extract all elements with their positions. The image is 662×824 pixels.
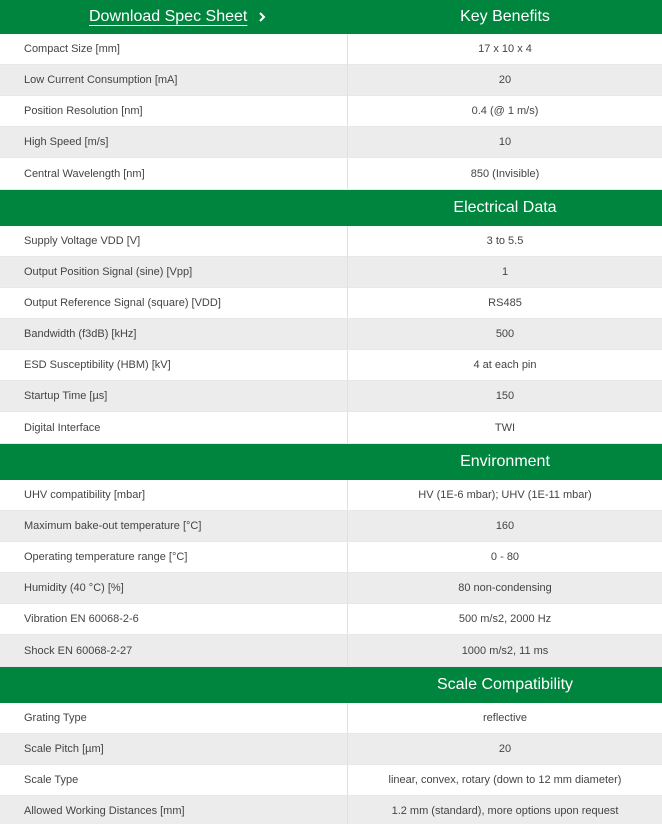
section-header [0, 190, 662, 226]
row-value: 150 [495, 390, 515, 402]
row-label: Scale Type [0, 765, 348, 795]
table-row [0, 765, 662, 796]
table-row [0, 319, 662, 350]
row-value: 160 [495, 520, 515, 532]
row-label: Supply Voltage VDD [V] [0, 226, 348, 256]
section-scale-compatibility [0, 667, 662, 824]
row-value: 10 [498, 136, 512, 148]
row-label: Output Reference Signal (square) [VDD] [0, 288, 348, 318]
section-header [0, 667, 662, 703]
table-row [0, 257, 662, 288]
row-label: Bandwidth (f3dB) [kHz] [0, 319, 348, 349]
section-title: Electrical Data [453, 199, 557, 216]
row-value: reflective [482, 712, 528, 724]
section-header [0, 0, 662, 34]
row-value: 850 (Invisible) [470, 167, 540, 180]
table-row [0, 542, 662, 573]
table-row [0, 635, 662, 667]
row-value: 1.2 mm (standard), more options upon request [391, 805, 619, 817]
row-label: Humidity (40 °C) [%] [0, 573, 348, 603]
table-row [0, 734, 662, 765]
table-row [0, 226, 662, 257]
row-value: 0.4 (@ 1 m/s) [471, 105, 539, 117]
table-row [0, 34, 662, 65]
section-environment [0, 444, 662, 667]
table-row [0, 480, 662, 511]
row-label: ESD Susceptibility (HBM) [kV] [0, 350, 348, 380]
row-label: Position Resolution [nm] [0, 96, 348, 126]
row-label: Digital Interface [0, 412, 348, 443]
row-value: 80 non-condensing [458, 582, 552, 594]
download-area [0, 0, 348, 34]
section-title: Key Benefits [460, 8, 550, 25]
row-value: 3 to 5.5 [486, 235, 524, 247]
row-label: Allowed Working Distances [mm] [0, 796, 348, 824]
section-header [0, 444, 662, 480]
row-label: High Speed [m/s] [0, 127, 348, 157]
row-label: Operating temperature range [°C] [0, 542, 348, 572]
table-row [0, 412, 662, 444]
table-row [0, 158, 662, 190]
table-row [0, 381, 662, 412]
row-label: Low Current Consumption [mA] [0, 65, 348, 95]
row-value: 4 at each pin [473, 359, 537, 371]
row-value: 1 [501, 266, 509, 278]
row-label: Startup Time [µs] [0, 381, 348, 411]
row-label: Output Position Signal (sine) [Vpp] [0, 257, 348, 287]
row-value: 0 - 80 [490, 551, 520, 563]
table-row [0, 350, 662, 381]
table-row [0, 127, 662, 158]
row-value: 1000 m/s2, 11 ms [461, 644, 549, 657]
chevron-right-icon[interactable] [257, 11, 267, 23]
table-row [0, 288, 662, 319]
row-value: 500 [495, 328, 515, 340]
row-label: Maximum bake-out temperature [°C] [0, 511, 348, 541]
table-row [0, 796, 662, 824]
row-value: 20 [498, 743, 512, 755]
section-title: Scale Compatibility [436, 676, 574, 693]
table-row [0, 65, 662, 96]
section-electrical-data [0, 190, 662, 444]
download-spec-sheet-link[interactable]: Download Spec Sheet [89, 8, 248, 25]
table-row [0, 573, 662, 604]
row-value: TWI [494, 421, 516, 434]
row-label: Vibration EN 60068-2-6 [0, 604, 348, 634]
table-row [0, 511, 662, 542]
table-row [0, 703, 662, 734]
row-value: 500 m/s2, 2000 Hz [458, 613, 552, 625]
row-value: HV (1E-6 mbar); UHV (1E-11 mbar) [418, 489, 592, 501]
table-row [0, 604, 662, 635]
row-value: linear, convex, rotary (down to 12 mm diameter) [388, 774, 622, 786]
row-value: 17 x 10 x 4 [478, 43, 532, 55]
row-value: RS485 [488, 297, 522, 309]
row-label: Compact Size [mm] [0, 34, 348, 64]
row-value: 20 [498, 74, 512, 86]
section-key-benefits [0, 0, 662, 190]
row-label: Shock EN 60068-2-27 [0, 635, 348, 666]
row-label: UHV compatibility [mbar] [0, 480, 348, 510]
section-title: Environment [460, 453, 550, 470]
table-row [0, 96, 662, 127]
row-label: Grating Type [0, 703, 348, 733]
row-label: Central Wavelength [nm] [0, 158, 348, 189]
row-label: Scale Pitch [µm] [0, 734, 348, 764]
